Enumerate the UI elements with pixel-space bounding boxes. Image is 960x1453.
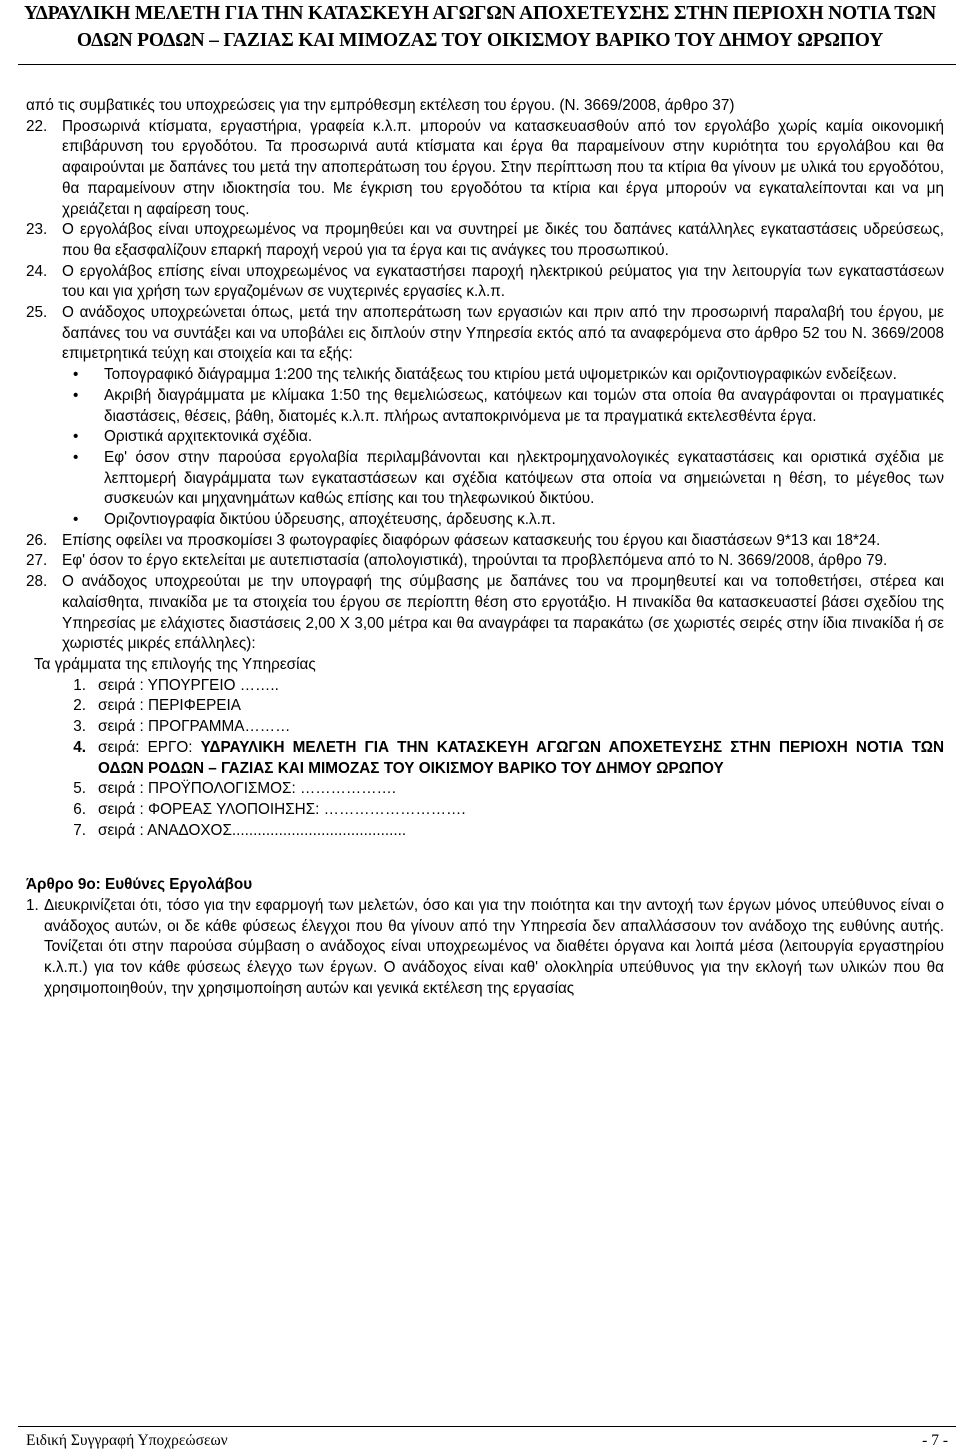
header-line-2: ΟΔΩΝ ΡΟΔΩΝ – ΓΑΖΙΑΣ ΚΑΙ ΜΙΜΟΖΑΣ ΤΟΥ ΟΙΚΙΣΜΟΥ ΒΑΡΙΚΟ ΤΟΥ ΔΗΜΟΥ ΩΡΩΠΟΥ <box>76 30 884 51</box>
clause-body <box>62 303 944 531</box>
page-header <box>0 0 960 54</box>
bullet-icon: • <box>73 366 79 384</box>
clause-text: Προσωρινά κτίσματα, εργαστήρια, γραφεία κ.λ.π. μπορούν να κατασκευασθούν από τον εργολάβο χωρίς καμία οικονομική επιβάρυνση του εργοδότου. Τα προσωρινά αυτά κτίσματα και έργα θα παραμείνουν στην κυριότητα του εργολάβου και θα αφαιρούνται με δαπάνες του μετά την αποπεράτωση του έργου. Στην περίπτωση που τα κτίρια θα γίνουν με υλικά του εργοδότου, θα παραμείνουν στην ιδιοκτησία του. Με έγκριση του εργοδότου τα κτίρια και έργα μπορούν να εγκαταλείπονται και να μη χρειάζεται η αφαίρεση τους. <box>62 117 944 218</box>
clause-text: Ο ανάδοχος υποχρεώνεται όπως, μετά την αποπεράτωση των εργασιών και πριν από την προσωρινή παραλαβή του έργου, με δαπάνες του να συντάξει και να υποβάλει εις διπλούν στην Υπηρεσία εκτός από τα αναφερόμενα στο άρθρο 52 του Ν. 3669/2008 επιμετρητικά τεύχη και στοιχεία και τα εξής: <box>62 304 944 363</box>
clause-23 <box>26 220 944 261</box>
clause-number: 22. <box>26 117 48 135</box>
list-item-text: Ακριβή διαγράμματα με κλίμακα 1:50 της θεμελιώσεως, κατόψεων και τομών στα οποία θα αναγράφονται οι πραγματικές διαστάσεις, θέσεις, βάθη, διατομές κ.λ.π. πλήρως ανταποκρινόμενα με τα πραγματικά εκτελεσθέντα έργα. <box>104 386 944 425</box>
list-item <box>62 448 944 510</box>
intro-paragraph: από τις συμβατικές του υποχρεώσεις για την εμπρόθεσμη εκτέλεση του έργου. (Ν. 3669/2008, άρθρο 37) <box>26 97 735 114</box>
sign-row <box>26 738 944 779</box>
list-item-text: Οριζοντιογραφία δικτύου ύδρευσης, αποχέτευσης, άρδευσης κ.λ.π. <box>104 511 556 529</box>
clause-number: 1. <box>26 897 39 915</box>
sign-row-text: σειρά: ΕΡΓΟ: <box>98 738 201 756</box>
list-item-text: Οριστικά αρχιτεκτονικά σχέδια. <box>104 428 313 446</box>
footer-rule <box>18 1426 956 1427</box>
sign-row <box>26 696 944 717</box>
sign-row-number: 5. <box>73 780 86 798</box>
sign-row <box>26 717 944 738</box>
sign-rows-list <box>26 676 944 842</box>
deliverables-list <box>62 365 944 531</box>
sign-row-text: σειρά : ΠΕΡΙΦΕΡΕΙΑ <box>98 697 241 715</box>
sign-row <box>26 779 944 800</box>
clause-text: Ο εργολάβος είναι υποχρεωμένος να προμηθεύει και να συντηρεί με δικές του δαπάνες κατάλληλες εγκαταστάσεις υδρεύσεως, που θα εξασφαλίζουν επαρκή παροχή νερού για τα έργα και τις ανάγκες του προσωπικού. <box>62 221 944 259</box>
bullet-icon: • <box>73 428 79 446</box>
list-item <box>62 510 944 531</box>
bullet-icon: • <box>73 386 79 404</box>
sign-row-number: 4. <box>73 738 86 756</box>
sign-row-content <box>98 800 944 821</box>
sign-row-text: σειρά : ΠΡΟΓΡΑΜΜΑ……… <box>98 718 291 736</box>
clause-text: Επίσης οφείλει να προσκομίσει 3 φωτογραφίες διαφόρων φάσεων κατασκευής του έργου και διαστάσεων 9*13 και 18*24. <box>62 531 881 549</box>
sign-row <box>26 676 944 697</box>
clause-number: 26. <box>26 531 48 549</box>
clause-number: 27. <box>26 552 48 570</box>
page-footer <box>26 1431 948 1451</box>
clause-text: Ο εργολάβος επίσης είναι υποχρεωμένος να εγκαταστήσει παροχή ηλεκτρικού ρεύματος για την λειτουργία των εγκαταστάσεων του και για χρήση των εργαζομένων σε νυχτερινές εργασίες κ.λ.π. <box>62 262 944 301</box>
list-item <box>62 365 944 386</box>
sign-row-project-title: ΥΔΡΑΥΛΙΚΗ ΜΕΛΕΤΗ ΓΙΑ ΤΗΝ ΚΑΤΑΣΚΕΥΗ ΑΓΩΓΩΝ ΑΠΟΧΕΤΕΥΣΗΣ ΣΤΗΝ ΠΕΡΙΟΧΗ ΝΟΤΙΑ ΤΩΝ ΟΔΩΝ ΡΟΔΩΝ – ΓΑΖΙΑΣ ΚΑΙ ΜΙΜΟΖΑΣ ΤΟΥ ΟΙΚΙΣΜΟΥ ΒΑΡΙΚΟ ΤΟΥ ΔΗΜΟΥ ΩΡΩΠΟΥ <box>98 738 945 777</box>
article-heading: Άρθρο 9ο: Ευθύνες Εργολάβου <box>26 876 253 894</box>
list-item-text: Εφ' όσον στην παρούσα εργολαβία περιλαμβάνονται και ηλεκτρομηχανολογικές εγκαταστάσεις και οριστικά σχέδια με λεπτομερή διαγράμματα των εγκαταστάσεων και σχέδια κατόψεων στα οποία να σημειώνεται η θέση, το μέγεθος των συσκευών και μηχανημάτων καθώς επίσης και του τηλεφωνικού δικτύου. <box>104 448 944 508</box>
sign-row-text: σειρά : ΑΝΑΔΟΧΟΣ......................................... <box>98 821 407 839</box>
clause-number: 28. <box>26 573 48 591</box>
sign-row-text: σειρά : ΠΡΟΫΠΟΛΟΓΙΣΜΟΣ: ………………. <box>98 780 397 798</box>
list-item <box>62 427 944 448</box>
sign-title: Τα γράμματα της επιλογής της Υπηρεσίας <box>34 655 316 673</box>
clause-number: 25. <box>26 304 48 322</box>
list-item <box>62 386 944 427</box>
sign-row-number: 2. <box>73 697 86 715</box>
list-item-text: Τοπογραφικό διάγραμμα 1:200 της τελικής διατάξεως του κτιρίου μετά υψομετρικών και οριζοντιογραφικών ενδείξεων. <box>104 366 897 384</box>
sign-row-content <box>98 779 944 800</box>
sign-row-content <box>98 821 944 842</box>
article-clause-1 <box>26 896 944 1000</box>
bullet-icon: • <box>73 448 79 466</box>
header-line-1: ΥΔΡΑΥΛΙΚΗ ΜΕΛΕΤΗ ΓΙΑ ΤΗΝ ΚΑΤΑΣΚΕΥΗ ΑΓΩΓΩΝ ΑΠΟΧΕΤΕΥΣΗΣ ΣΤΗΝ ΠΕΡΙΟΧΗ ΝΟΤΙΑ ΤΩΝ <box>23 3 937 24</box>
clause-text: Ο ανάδοχος υποχρεούται με την υπογραφή της σύμβασης με δαπάνες του να προμηθευτεί και να τοποθετήσει, στέρεα και καλαίσθητα, πινακίδα με τα στοιχεία του έργου σε περίοπτη θέση στο εργοτάξιο. Η πινακίδα θα κατασκευαστεί βάσει σχεδίου της Υπηρεσίας με ελάχιστες διαστάσεις 2,00 Χ 3,00 μέτρα και θα αναγράφει τα παρακάτω (σε χωριστές σειρές στην ίδια πινακίδα ή σε χωριστές μικρές επάλληλες): <box>62 573 944 653</box>
clause-26 <box>26 531 944 552</box>
sign-row-content <box>98 717 944 738</box>
sign-row-text: σειρά : ΥΠΟΥΡΓΕΙΟ …….. <box>98 676 279 694</box>
clause-28 <box>26 572 944 655</box>
footer-document-name: Ειδική Συγγραφή Υποχρεώσεων <box>26 1432 228 1449</box>
sign-row-text: σειρά : ΦΟΡΕΑΣ ΥΛΟΠΟΙΗΣΗΣ: ………………………. <box>98 800 466 818</box>
page-number: - 7 - <box>922 1432 948 1449</box>
clause-number: 24. <box>26 262 48 280</box>
sign-row-content <box>98 738 944 779</box>
sign-row-content <box>98 676 944 697</box>
clause-27 <box>26 551 944 572</box>
bullet-icon: • <box>73 511 79 529</box>
clause-25 <box>26 303 944 531</box>
sign-row-content <box>98 696 944 717</box>
sign-row-number: 6. <box>73 800 86 818</box>
sign-row-number: 3. <box>73 718 86 736</box>
clause-text: Εφ' όσον το έργο εκτελείται με αυτεπιστασία (απολογιστικά), τηρούνται τα προβλεπόμενα από το Ν. 3669/2008, άρθρο 79. <box>62 552 888 570</box>
sign-row <box>26 800 944 821</box>
clause-22 <box>26 117 944 221</box>
clause-text: Διευκρινίζεται ότι, τόσο για την εφαρμογή των μελετών, όσο και για την ποιότητα και την αντοχή των έργων μόνος υπεύθυνος είναι ο ανάδοχος αυτών, οι δε κάθε φύσεως έλεγχοι που θα γίνουν από την Υπηρεσία δεν απαλλάσσουν τον ανάδοχο της ευθύνης αυτής. Τονίζεται ότι στην παρούσα σύμβαση ο ανάδοχος είναι υποχρεωμένος να διαθέτει όργανα και λοιπά μέσα (λειτουργία εργαστηρίου κ.λ.π.) για τον κάθε φύσεως έλεγχο των έργων. Ο ανάδοχος είναι καθ' ολοκληρία υπεύθυνος για την εκλογή των υλικών που θα χρησιμοποιηθούν, την χρησιμοποίηση αυτών και γενικά εκτέλεση της εργασίας <box>44 897 944 997</box>
sign-row <box>26 821 944 842</box>
header-rule <box>18 64 956 65</box>
clause-24 <box>26 262 944 303</box>
sign-row-number: 7. <box>73 821 86 839</box>
sign-row-number: 1. <box>73 676 86 694</box>
clause-number: 23. <box>26 221 48 239</box>
document-body <box>26 96 944 1000</box>
